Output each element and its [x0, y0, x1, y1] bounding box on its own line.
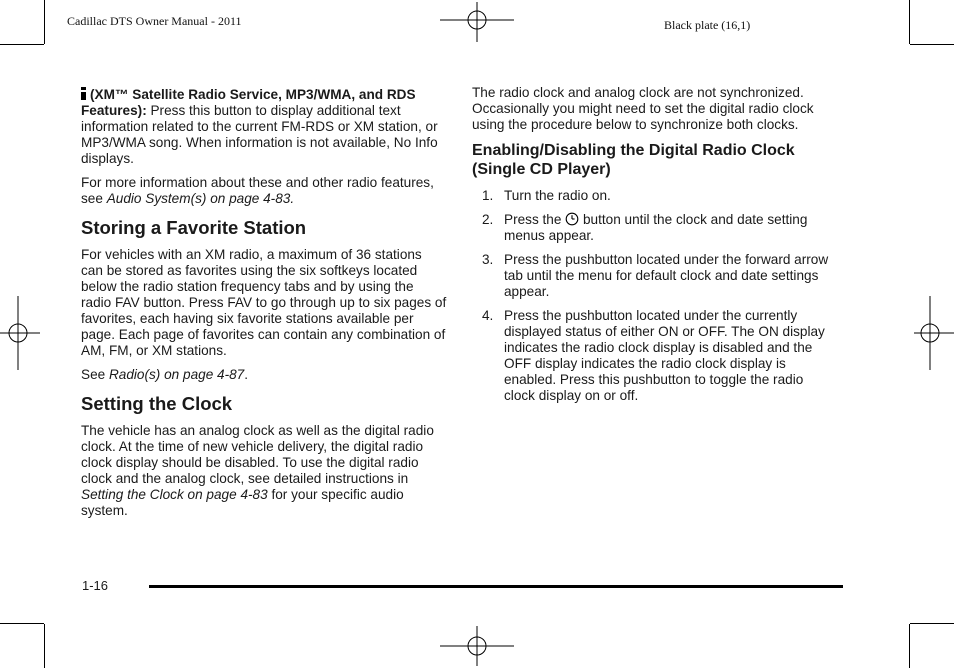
- favorite-paragraph: For vehicles with an XM radio, a maximum of 36 stations can be stored as favorites using the six softkeys located below the radio station frequency tabs and by using the radio FAV button. Press FAV to go through up to six pages of favorites, each having six favorite stations available per page. Each page of favorites can contain any combination of AM, FM, or XM stations.: [81, 247, 447, 358]
- intro-paragraph: The radio clock and analog clock are not synchronized. Occasionally you might need to set the digital radio clock using the procedure below to synchronize both clocks.: [472, 85, 814, 132]
- list-item: [472, 252, 838, 300]
- crop-mark: [0, 44, 44, 45]
- crop-mark: [909, 624, 910, 668]
- step-number: 2.: [482, 212, 494, 227]
- crop-mark: [909, 0, 910, 44]
- registration-mark-bottom: [440, 626, 514, 666]
- see-paragraph: [81, 367, 447, 383]
- more-info-reference: Audio System(s) on page 4-83.: [106, 191, 295, 206]
- more-info-paragraph: [81, 175, 447, 207]
- registration-mark-top: [440, 2, 514, 42]
- step-number: 3.: [482, 252, 494, 267]
- info-icon: [81, 87, 86, 100]
- crop-mark: [0, 623, 44, 624]
- header-left: Cadillac DTS Owner Manual - 2011: [67, 14, 242, 28]
- step-text: Turn the radio on.: [504, 188, 611, 203]
- page-number: 1-16: [82, 578, 109, 593]
- more-info-text: For more information about these and other radio features, see: [81, 175, 434, 206]
- registration-mark-right: [914, 296, 954, 370]
- crop-mark: [44, 624, 45, 668]
- step-text: Press the pushbutton located under the currently displayed status of either ON or OFF. The ON display indicates the radio clock display is disabled and the OFF display indicates the radio clock display is enabled. Press this pushbutton to toggle the radio clock display on or off.: [504, 308, 825, 403]
- info-paragraph: [81, 87, 447, 167]
- heading-enabling-clock: Enabling/Disabling the Digital Radio Clock (Single CD Player): [472, 142, 795, 178]
- step-number: 1.: [482, 188, 494, 203]
- step-number: 4.: [482, 308, 494, 323]
- list-item: [472, 308, 838, 404]
- crop-mark: [44, 0, 45, 44]
- clock-reference: Setting the Clock on page 4-83: [81, 487, 268, 502]
- right-column: [472, 85, 838, 412]
- info-text: Press this button to display additional text information related to the current FM-RDS or XM station, or MP3/WMA song. When information is not available, No Info displays.: [81, 103, 438, 166]
- see-label: See: [81, 367, 109, 382]
- crop-mark: [910, 44, 954, 45]
- footer-rule: [149, 585, 843, 588]
- info-bold: (XM™ Satellite Radio Service, MP3/WMA, and RDS Features):: [81, 87, 416, 118]
- clock-icon: [565, 212, 579, 226]
- clock-paragraph: [81, 423, 447, 519]
- heading-storing-favorite: Storing a Favorite Station: [81, 217, 307, 238]
- heading-setting-clock: Setting the Clock: [81, 393, 233, 414]
- clock-text: The vehicle has an analog clock as well as the digital radio clock. At the time of new vehicle delivery, the digital radio clock display should be disabled. To use the digital radio clock and the analog clock, see detailed instructions in: [81, 423, 434, 486]
- header-right: Black plate (16,1): [664, 18, 751, 32]
- see-reference: Radio(s) on page 4-87: [108, 367, 245, 382]
- registration-mark-left: [0, 296, 40, 370]
- crop-mark: [910, 623, 954, 624]
- step-text: Press the pushbutton located under the forward arrow tab until the menu for default clock and date settings appear.: [504, 252, 829, 299]
- step-text-pre: Press the: [504, 212, 566, 227]
- left-column: [81, 87, 447, 527]
- clock-end: for your specific audio system.: [81, 487, 404, 518]
- list-item: [472, 188, 838, 204]
- step-text-post: button until the clock and date setting menus appear.: [504, 212, 808, 243]
- steps-list: [472, 188, 838, 404]
- see-end: .: [244, 367, 249, 382]
- list-item: [472, 212, 838, 244]
